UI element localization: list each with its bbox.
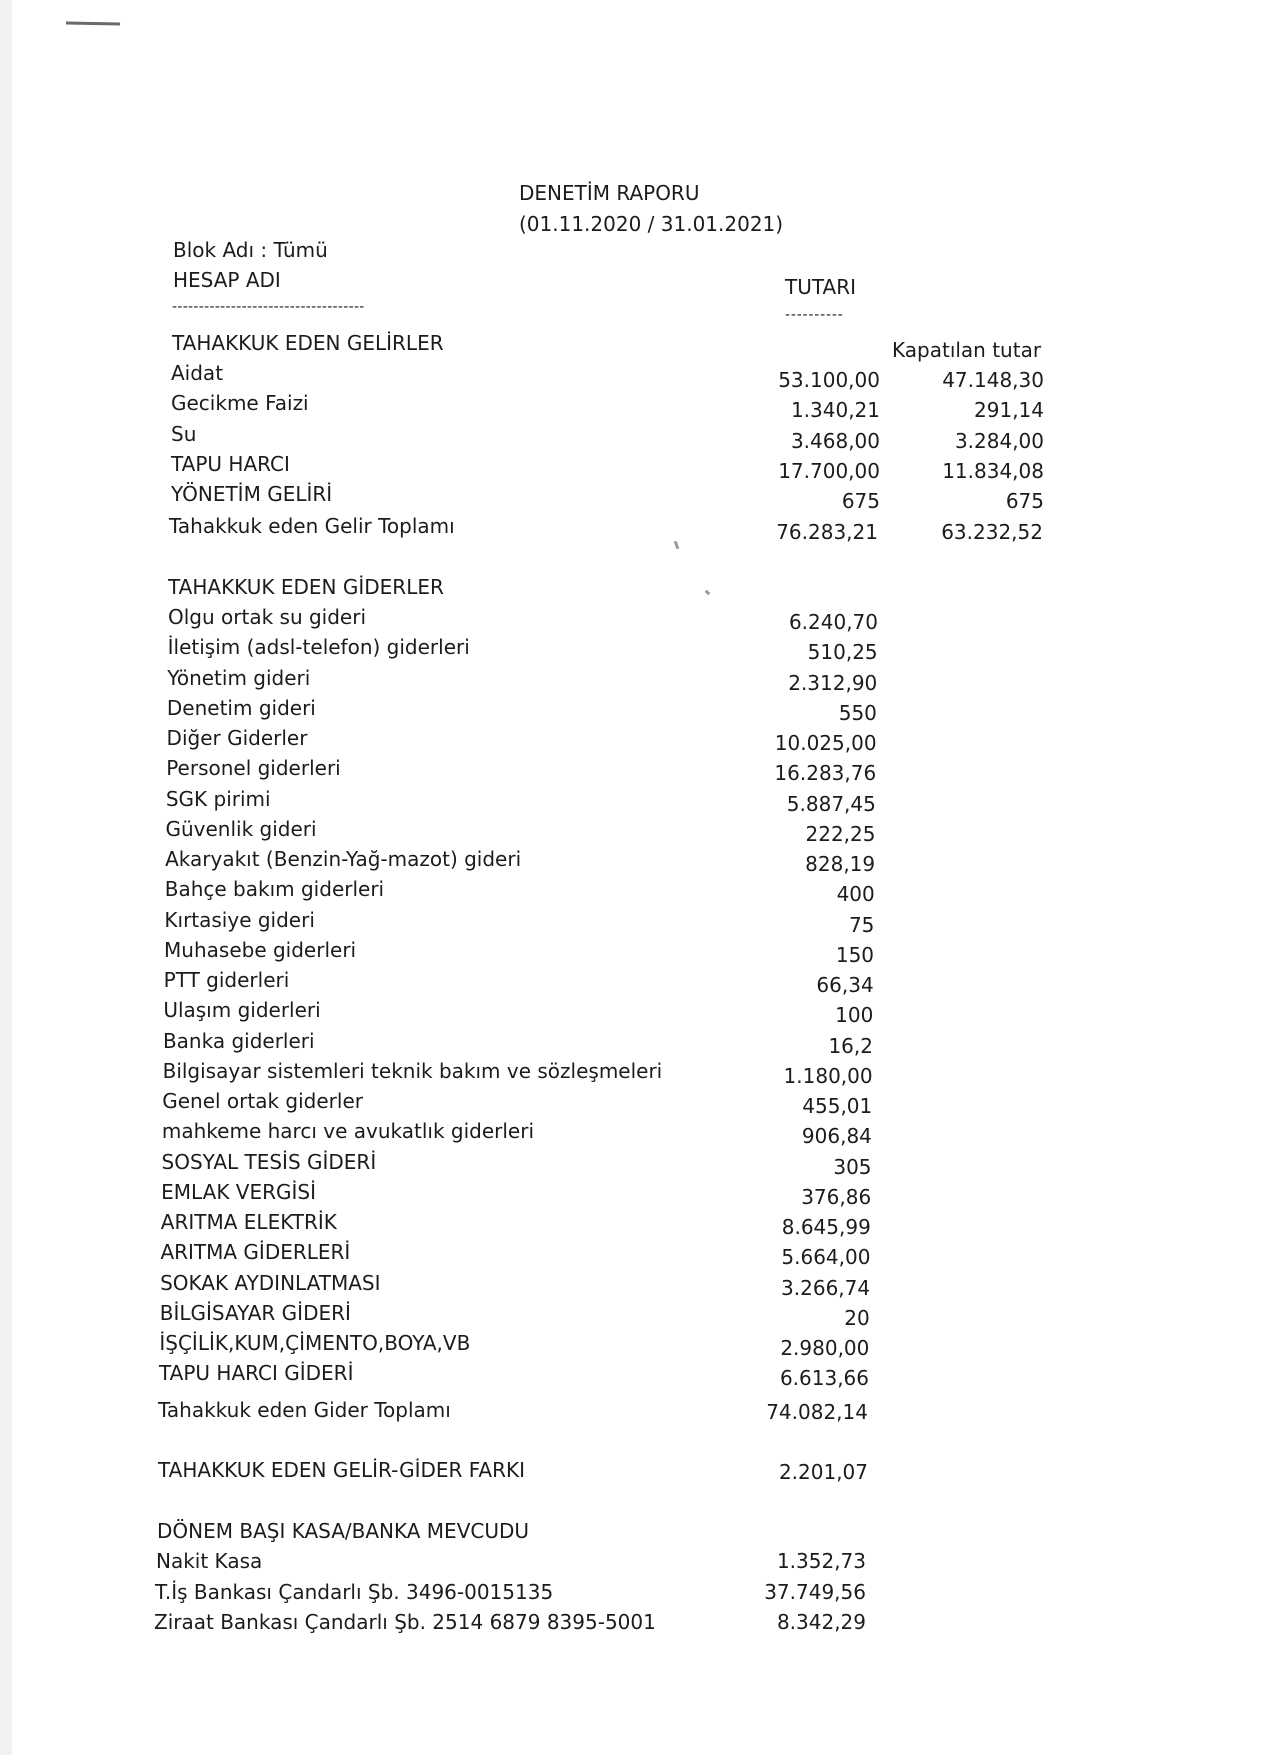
report-title: DENETİM RAPORU [519,181,700,205]
expense-row-label: İŞÇİLİK,KUM,ÇİMENTO,BOYA,VB [159,1331,471,1355]
expense-row-amount: 3.266,74 [781,1275,871,1300]
income-total-amount: 76.283,21 [776,520,878,544]
closed-amount-header: Kapatılan tutar [892,338,1042,362]
expense-row-amount: 2.312,90 [788,670,878,695]
cash-header: DÖNEM BAŞI KASA/BANKA MEVCUDU [157,1519,530,1543]
expense-row-label: BİLGİSAYAR GİDERİ [159,1300,351,1325]
expense-row-label: Genel ortak giderler [162,1089,363,1113]
income-row-amount: 3.468,00 [790,428,880,453]
account-header: HESAP ADI [173,268,281,292]
expense-row-amount: 5.664,00 [781,1245,871,1270]
expense-row-amount: 6.240,70 [788,610,878,634]
expense-row-label: Akaryakıt (Benzin-Yağ-mazot) gideri [165,847,522,871]
expense-row-label: Güvenlik gideri [165,816,317,841]
expense-row-amount: 828,19 [805,852,876,876]
income-row-closed: 11.834,08 [942,458,1044,483]
expense-row-amount: 376,86 [801,1184,872,1209]
expense-row-label: Kırtasiye gideri [164,907,315,932]
expense-row-amount: 16.283,76 [774,761,877,786]
expense-row-label: İletişim (adsl-telefon) giderleri [167,635,470,660]
income-row-label: TAPU HARCI [171,451,290,476]
expense-row-label: Ulaşım giderleri [163,998,321,1023]
expense-row-label: Banka giderleri [162,1028,315,1053]
expense-row-amount: 1.180,00 [783,1063,873,1088]
account-underline: ------------------------------------ [172,299,365,315]
cash-row-amount: 1.352,73 [776,1549,866,1573]
cash-row-amount: 37.749,56 [764,1579,866,1604]
expense-row-label: Olgu ortak su gideri [168,605,367,629]
expense-row-amount: 10.025,00 [774,731,877,755]
income-row-closed: 675 [1005,489,1044,514]
income-row-amount: 675 [841,489,880,514]
income-total-closed: 63.232,52 [941,520,1043,544]
report-period: (01.11.2020 / 31.01.2021) [519,212,784,236]
cash-row-label: Nakit Kasa [156,1549,263,1573]
expense-row-amount: 222,25 [805,821,876,846]
expense-row-label: Muhasebe giderleri [164,937,357,962]
expense-row-label: SOKAK AYDINLATMASI [160,1270,381,1295]
expense-row-amount: 455,01 [802,1094,873,1118]
expense-row-label: TAPU HARCI GİDERİ [159,1361,354,1386]
income-total-label: Tahakkuk eden Gelir Toplamı [169,514,455,538]
expenses-total-amount: 74.082,14 [766,1400,868,1424]
expense-row-label: EMLAK VERGİSİ [161,1179,317,1204]
expense-row-amount: 150 [835,942,875,967]
expense-row-label: PTT giderleri [163,968,290,992]
expense-row-label: Diğer Giderler [166,726,308,750]
income-row-label: Aidat [171,361,224,385]
expense-row-amount: 8.645,99 [781,1215,871,1239]
expense-row-label: ARITMA GİDERLERİ [160,1240,351,1265]
income-row-label: Su [171,421,197,446]
expense-row-amount: 400 [836,882,875,907]
block-name: Blok Adı : Tümü [173,238,328,262]
expense-row-amount: 20 [844,1305,870,1330]
income-header: TAHAKKUK EDEN GELİRLER [172,331,444,355]
expense-row-amount: 510,25 [807,640,878,665]
expense-row-amount: 100 [835,1003,874,1028]
difference-label: TAHAKKUK EDEN GELİR-GİDER FARKI [158,1458,526,1482]
expense-row-label: Denetim gideri [166,695,316,720]
expense-row-amount: 305 [833,1154,872,1179]
cash-row-label: Ziraat Bankası Çandarlı Şb. 2514 6879 8395-5001 [154,1610,656,1634]
income-row-closed: 3.284,00 [954,428,1044,453]
expenses-total-label: Tahakkuk eden Gider Toplamı [158,1398,451,1422]
expense-row-amount: 6.613,66 [779,1366,869,1391]
expenses-header: TAHAKKUK EDEN GİDERLER [168,575,444,599]
expense-row-amount: 66,34 [816,973,874,997]
expense-row-amount: 16,2 [828,1033,873,1058]
income-row-label: YÖNETİM GELİRİ [171,482,333,507]
expense-row-label: Bilgisayar sistemleri teknik bakım ve sözleşmeleri [162,1058,663,1083]
expense-row-amount: 5.887,45 [786,791,876,816]
page-edge [0,0,12,1755]
income-row-amount: 53.100,00 [778,368,880,392]
income-row-closed: 47.148,30 [942,368,1044,392]
expense-row-label: Personel giderleri [166,756,341,781]
income-row-amount: 1.340,21 [790,398,880,423]
income-row-amount: 17.700,00 [778,458,880,483]
expense-row-amount: 75 [848,912,875,937]
income-row-label: Gecikme Faizi [171,391,309,416]
expense-row-label: SOSYAL TESİS GİDERİ [161,1149,377,1174]
cash-row-label: T.İş Bankası Çandarlı Şb. 3496-0015135 [155,1579,554,1604]
corner-mark [66,22,120,26]
expense-row-label: Yönetim gideri [167,665,311,690]
cash-row-amount: 8.342,29 [776,1610,866,1634]
expense-row-amount: 550 [838,700,877,725]
expense-row-amount: 906,84 [801,1124,872,1149]
income-row-closed: 291,14 [974,398,1044,423]
expense-row-amount: 2.980,00 [780,1336,870,1360]
expense-row-label: SGK pirimi [165,786,271,811]
difference-amount: 2.201,07 [778,1460,868,1484]
expense-row-label: ARITMA ELEKTRİK [160,1210,337,1234]
stray-mark [705,590,711,596]
expense-row-label: mahkeme harcı ve avukatlık giderleri [161,1119,534,1144]
expense-row-label: Bahçe bakım giderleri [164,877,385,902]
amount-underline: ---------- [785,307,844,323]
amount-header: TUTARI [785,275,856,299]
stray-mark [674,541,680,550]
